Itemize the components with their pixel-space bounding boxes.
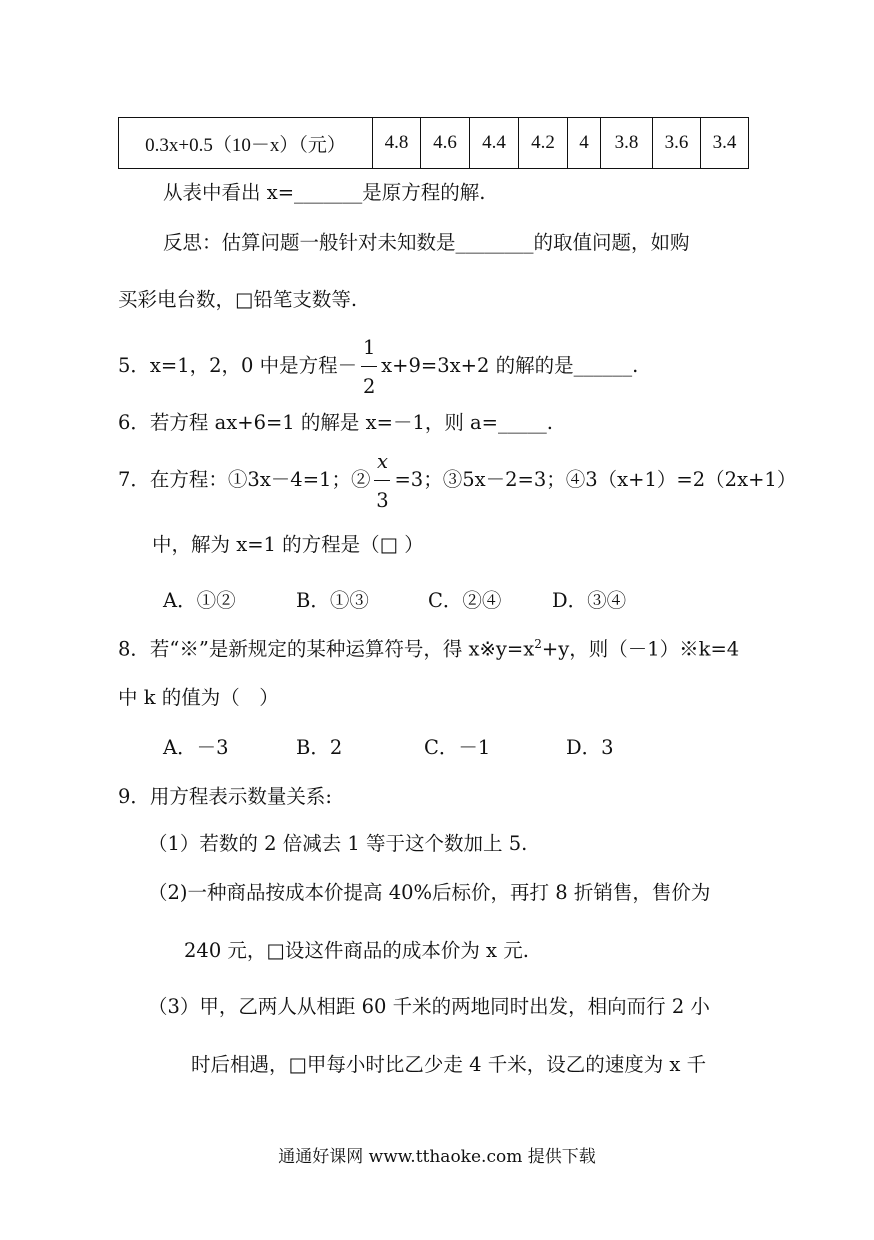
question-9: 9．用方程表示数量关系: [118,785,332,808]
question-9-part-3: （3）甲，乙两人从相距 60 千米的两地同时出发，相向而行 2 小 [148,995,710,1018]
question-7-line-2: 中，解为 x=1 的方程是（□ ） [152,533,424,556]
q5-text-pre: 5．x=1，2，0 中是方程－ [118,354,358,378]
question-9-part-1: （1）若数的 2 倍减去 1 等于这个数加上 5. [148,832,528,855]
q8-text-post: +y，则（－1）※k=4 [541,637,740,661]
question-7 [118,450,796,510]
question-8 [118,638,739,659]
question-6: 6．若方程 ax+6=1 的解是 x=－1，则 a=_____. [118,411,553,434]
q7-option-a: A．①② [163,589,236,612]
reflection-line-2: 买彩电台数，□铅笔支数等. [118,288,358,311]
question-9-part-2-line-2: 240 元，□设这件商品的成本价为 x 元. [184,939,529,962]
value-cell: 4.6 [421,118,470,169]
question-8-line-2: 中 k 的值为（ ） [118,686,279,709]
q8-option-b: B．2 [296,736,343,759]
table-row [119,118,749,169]
fraction-bar [361,366,377,367]
row-label-cell: 0.3x+0.5（10－x）（元） [119,118,373,169]
q5-fraction [361,336,377,396]
value-cell: 4.4 [470,118,519,169]
question-9-part-3-line-2: 时后相遇，□甲每小时比乙少走 4 千米，设乙的速度为 x 千 [191,1053,707,1076]
page-footer: 通通好课网 www.tthaoke.com 提供下载 [278,1147,596,1167]
q5-text-post: x+9=3x+2 的解的是______. [381,354,639,378]
q7-text-pre: 7．在方程：①3x－4=1；② [118,468,371,492]
q7-option-c: C．②④ [428,589,502,612]
q5-denominator: 2 [362,374,376,398]
q8-option-a: A．－3 [163,736,229,759]
q8-option-d: D．3 [566,736,614,759]
question-9-part-2: （2)一种商品按成本价提高 40%后标价，再打 8 折销售，售价为 [148,881,711,904]
q8-text-pre: 8．若“※”是新规定的某种运算符号，得 x※y=x [118,637,535,661]
fraction-bar [374,480,390,481]
q7-option-b: B．①③ [296,589,369,612]
q7-fraction [374,450,390,510]
value-cell: 3.4 [701,118,749,169]
reflection-line: 反思：估算问题一般针对未知数是________的取值问题，如购 [163,231,690,254]
q7-option-d: D．③④ [552,589,627,612]
q8-superscript: 2 [534,637,542,651]
question-5 [118,336,638,396]
q7-denominator: 3 [376,488,389,512]
value-cell: 4.2 [519,118,568,169]
q8-option-c: C．－1 [424,736,491,759]
q7-text-post: =3；③5x－2=3；④3（x+1）=2（2x+1） [394,468,797,492]
q5-numerator: 1 [362,336,376,359]
table-conclusion-line: 从表中看出 x=_______是原方程的解. [163,181,486,204]
value-cell: 4 [568,118,601,169]
value-cell: 4.8 [373,118,421,169]
value-table [118,117,749,169]
q7-numerator: x [376,450,388,473]
value-cell: 3.6 [653,118,701,169]
value-cell: 3.8 [601,118,653,169]
